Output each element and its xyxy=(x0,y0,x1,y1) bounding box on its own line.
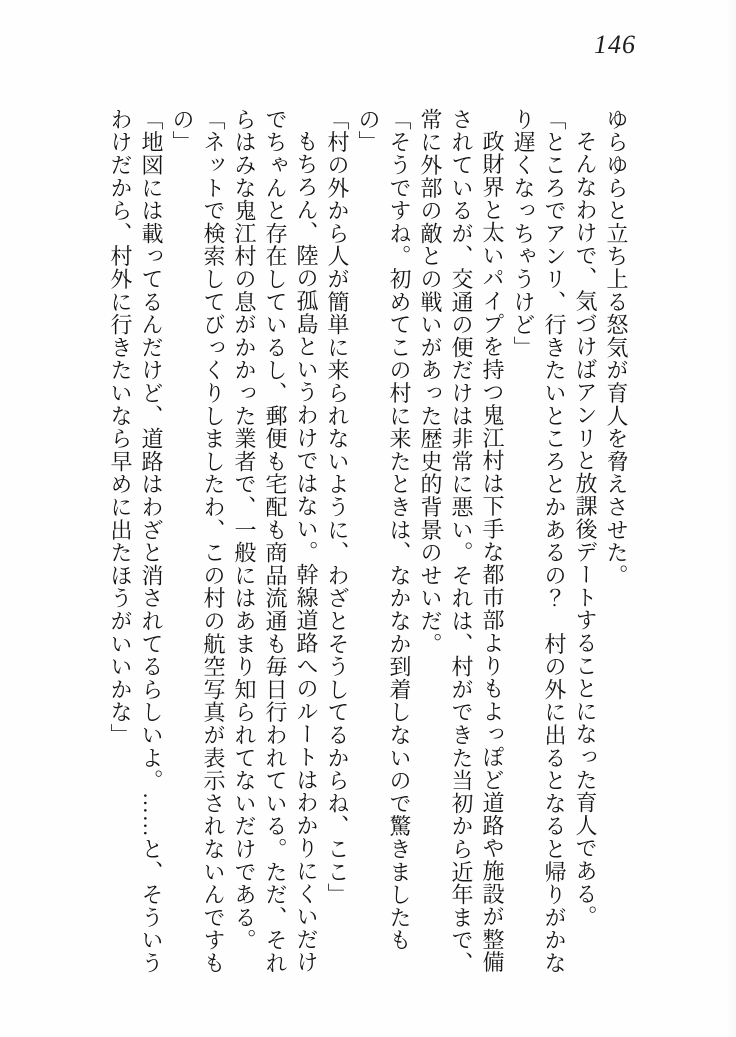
paragraph-narration: 政財界と太いパイプを持つ鬼江村は下手な都市部よりもよっぽど道路や施設が整備されているが、交通の便だけは非常に悪い。それは、村ができた当初から近年まで、常に外部の敵との戦いがあった歴史的背景のせいだ。 xyxy=(418,108,505,975)
paragraph-dialogue: 「ネットで検索してびっくりしましたわ、この村の航空写真が表示されないんですもの」 xyxy=(170,108,226,975)
paragraph-narration: もちろん、陸の孤島というわけではない。幹線道路へのルートはわかりにくいだけでちゃんと存在しているし、郵便も宅配も商品流通も毎日行われている。ただ、それらはみな鬼江村の息がかかった業者で、一般にはあまり知られてないだけである。 xyxy=(232,108,319,975)
paragraph-narration: そんなわけで、気づけばアンリと放課後デートすることになった育人である。 xyxy=(573,130,598,928)
page-edge-shadow xyxy=(726,0,736,1037)
novel-text-block xyxy=(100,108,632,976)
page-number: 146 xyxy=(594,30,636,59)
paragraph-dialogue: 「そうですね。初めてこの村に来たときは、なかなか到着しないので驚きましたもの」 xyxy=(356,108,412,952)
paragraph-dialogue: 「ところでアンリ、行きたいところとかあるの？ 村の外に出るとなると帰りがかなり遅くなっちゃうけど」 xyxy=(511,108,567,975)
paragraph-dialogue: 「地図には載ってるんだけど、道路はわざと消されてるらしいよ。……と、そういうわけだから、村外に行きたいなら早めに出たほうがいいかな」 xyxy=(108,108,164,975)
paragraph-narration: ゆらゆらと立ち上る怒気が育人を脅えさせた。 xyxy=(604,108,629,587)
paragraph-dialogue: 「村の外から人が簡単に来られないように、わざとそうしてるからね、ここ」 xyxy=(325,108,350,906)
